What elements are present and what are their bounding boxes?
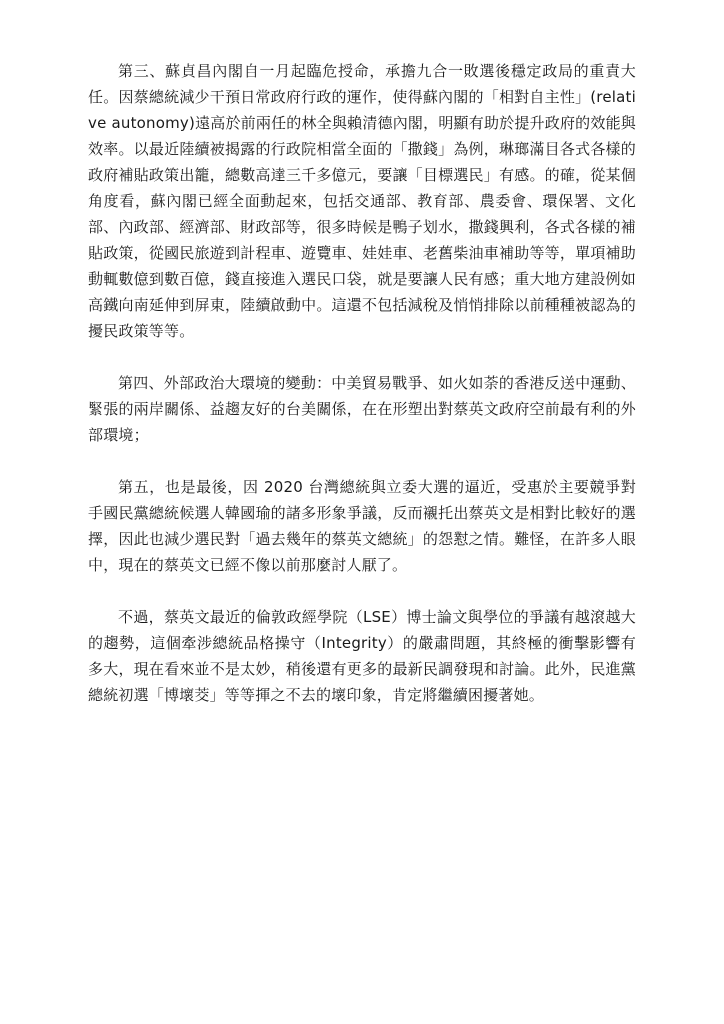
paragraph-conclusion: 不過，蔡英文最近的倫敦政經學院（LSE）博士論文與學位的爭議有越滾越大的趨勢，這個牽涉總統品格操守（Integrity）的嚴肅問題，其終極的衝擊影響有多大，現在看來並不是太妙，稍後還有更多的最新民調發現和討論。此外，民進黨總統初選「博壞茭」等等揮之不去的壞印象，肯定將繼續困擾著她。 xyxy=(88,608,636,704)
document-body xyxy=(88,58,636,734)
paragraph-fifth-point: 第五，也是最後，因 2020 台灣總統與立委大選的逼近，受惠於主要競爭對手國民黨總統候選人韓國瑜的諸多形象爭議，反而襯托出蔡英文是相對比較好的選擇，因此也減少選民對「過去幾年的蔡英文總統」的怨懟之情。難怪，在許多人眼中，現在的蔡英文已經不像以前那麼討人厭了。 xyxy=(88,478,636,574)
paragraph-third-point: 第三、蘇貞昌內閣自一月起臨危授命，承擔九合一敗選後穩定政局的重責大任。因蔡總統減少干預日常政府行政的運作，使得蘇內閣的「相對自主性」(relative autonomy)遠高於前兩任的林全與賴清德內閣，明顯有助於提升政府的效能與效率。以最近陸續被揭露的行政院相當全面的「撒錢」為例，琳瑯滿目各式各樣的政府補貼政策出籠，總數高達三千多億元，要讓「目標選民」有感。的確，從某個角度看，蘇內閣已經全面動起來，包括交通部、教育部、農委會、環保署、文化部、內政部、經濟部、財政部等，很多時候是鴨子划水，撒錢興利，各式各樣的補貼政策，從國民旅遊到計程車、遊覽車、娃娃車、老舊柴油車補助等等，單項補助動輒數億到數百億，錢直接進入選民口袋，就是要讓人民有感；重大地方建設例如高鐵向南延伸到屏東，陸續啟動中。這還不包括減稅及悄悄排除以前種種被認為的擾民政策等等。 xyxy=(88,62,636,340)
paragraph-fourth-point: 第四、外部政治大環境的變動：中美貿易戰爭、如火如荼的香港反送中運動、緊張的兩岸關係、益趨友好的台美關係，在在形塑出對蔡英文政府空前最有利的外部環境； xyxy=(88,374,636,444)
